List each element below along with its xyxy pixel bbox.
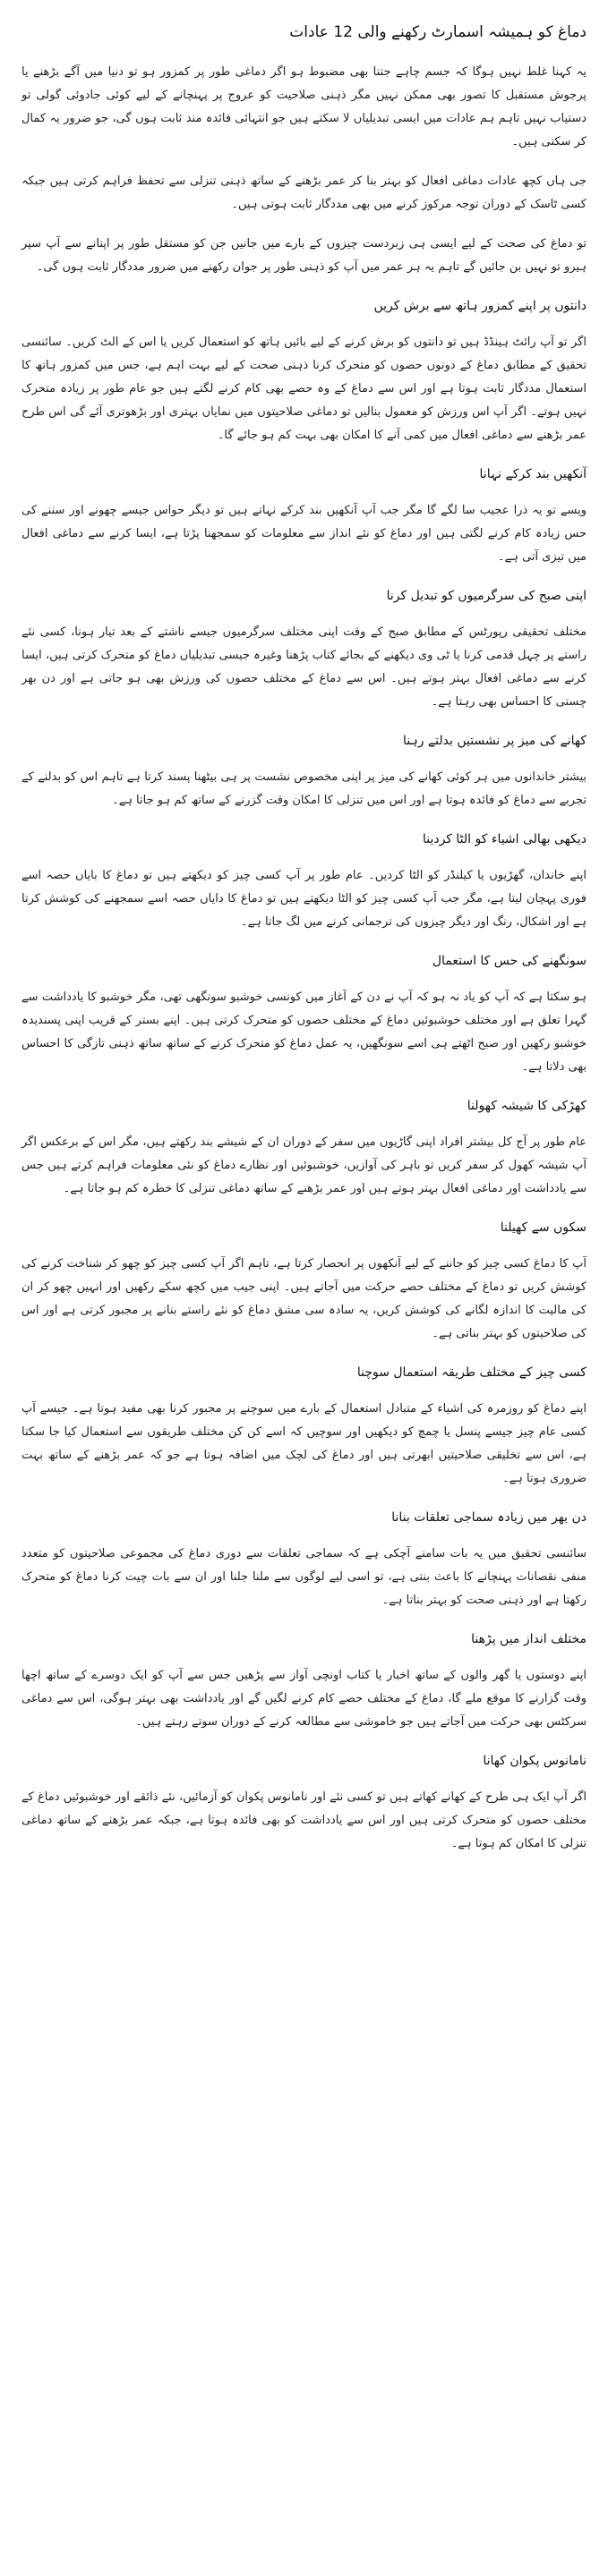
section-morning-routine (21, 585, 587, 714)
section-upside-down (21, 829, 587, 934)
section-body: اگر تو آپ رائٹ ہینڈڈ ہیں تو دانتوں کو برش کرنے کے لیے بائیں ہاتھ کو استعمال کریں یا اس کے الٹ کریں۔ سائنسی تحقیق کے مطابق دماغ کے دونوں حصوں کو متحرک کرنا ذہنی صحت کے لیے بہت اہم ہے، جس میں کمزور ہاتھ کا استعمال مددگار ثابت ہوتا ہے اور اس سے دماغ کے وہ حصے بھی کام کرنے لگتے ہیں جو عام طور پر زیادہ متحرک نہیں ہوتے۔ اگر آپ اس ورزش کو معمول بنالیں تو دماغی صلاحیتوں میں نمایاں بہتری اور بڑھوتری آئے گی اس طرح عمر بڑھنے سے دماغی افعال میں کمی آنے کا امکان بھی بہت کم ہو جائے گا۔ (21, 336, 587, 442)
section-eyes-closed-shower (21, 463, 587, 569)
section-heading: اپنی صبح کی سرگرمیوں کو تبدیل کرنا (386, 589, 587, 603)
section-body: آپ کا دماغ کسی چیز کو جاننے کے لیے آنکھوں پر انحصار کرتا ہے، تاہم اگر آپ کسی چیز کو چھو کر شناخت کرنے کی کوشش کریں تو دماغ کے مختلف حصے حرکت میں آجاتے ہیں۔ اپنی جیب میں کچھ سکے رکھیں اور انہیں چھو کر ان کی مالیت کا اندازہ لگانے کی کوشش کریں، یہ سادہ سی مشق دماغ کو نئے راستے بنانے پر مجبور کرتی ہے اور اس کی صلاحیتوں کو بہتر بناتی ہے۔ (21, 1257, 587, 1340)
section-heading: مختلف انداز میں پڑھنا (471, 1632, 587, 1646)
section-heading: سکوں سے کھیلنا (500, 1220, 587, 1235)
intro-paragraph: یہ کہنا غلط نہیں ہوگا کہ جسم چاہے جتنا بھی مضبوط ہو اگر دماغی طور پر کمزور ہو تو دنیا میں آگے بڑھنے یا پرجوش مستقبل کا تصور بھی ممکن نہیں مگر ذہنی صلاحیت کو عروج پر پہنچانے کے لیے کوئی جادوئی گولی تو دستیاب نہیں تاہم ہم عادات میں ایسی تبدیلیاں لا سکتے ہیں جو انتہائی فائدہ مند ثابت ہوں گی، جو ضرور یہ کمال کر سکتی ہیں۔ (21, 65, 587, 149)
intro-paragraph: تو دماغ کی صحت کے لیے ایسی ہی زبردست چیزوں کے بارے میں جانیں جن کو مستقل طور پر اپنانے سے آپ سپر ہیرو تو نہیں بن جائیں گے تاہم یہ ہر عمر میں آپ کو ذہنی طور پر جوان رکھنے میں ضرور مددگار ثابت ہوں گی۔ (21, 237, 587, 274)
article-title: دماغ کو ہمیشہ اسمارٹ رکھنے والی 12 عادات (289, 23, 587, 41)
section-dining-seats (21, 730, 587, 812)
section-alternate-uses (21, 1362, 587, 1491)
section-body: ہو سکتا ہے کہ آپ کو یاد نہ ہو کہ آپ نے دن کے آغاز میں کونسی خوشبو سونگھی تھی، مگر خوشبو کا یادداشت سے گہرا تعلق ہے اور مختلف خوشبوئیں دماغ کے مختلف حصوں کو متحرک کرتی ہیں۔ اپنے بستر کے قریب اپنی پسندیدہ خوشبو رکھیں اور صبح اٹھتے ہی اسے سونگھیں، یہ عمل دماغ کو متحرک کرنے کے ساتھ ساتھ ذہنی تازگی کا احساس بھی دلاتا ہے۔ (21, 990, 587, 1074)
section-heading: آنکھیں بند کرکے نہانا (479, 467, 587, 481)
section-body: اپنے دوستوں یا گھر والوں کے ساتھ اخبار یا کتاب اونچی آواز سے پڑھیں جس سے آپ کو ایک دوسرے کے ساتھ اچھا وقت گزارنے کا موقع ملے گا، دماغ کے مختلف حصے کام کرنے لگیں گے اور یادداشت بھی بہتر ہوگی، اس سے دماغی سرکٹس بھی حرکت میں آجاتے ہیں جو خاموشی سے مطالعہ کرنے کے دوران سوتے رہتے ہیں۔ (21, 1669, 587, 1729)
section-brushing (21, 295, 587, 447)
section-body: ویسے تو یہ ذرا عجیب سا لگے گا مگر جب آپ آنکھیں بند کرکے نہاتے ہیں تو دیگر حواس جیسے چھونے اور سننے کی حس زیادہ کام کرنے لگتی ہیں اور دماغ کو نئے انداز سے معلومات کو سمجھنا پڑتا ہے، ایسا کرنے سے دماغی افعال میں تیزی آتی ہے۔ (21, 504, 587, 564)
section-body: اپنے دماغ کو روزمرہ کی اشیاء کے متبادل استعمال کے بارے میں سوچنے پر مجبور کرنا بھی مفید ہوتا ہے۔ جیسے آپ کسی عام چیز جیسے پنسل یا چمچ کو دیکھیں اور سوچیں کہ اسے کن کن مختلف طریقوں سے استعمال کیا جا سکتا ہے، اس سے تخلیقی صلاحیتیں ابھرتی ہیں اور دماغ کی لچک میں اضافہ ہوتا ہے جو کہ عمر بڑھنے کے ساتھ بہت ضروری ہوتا ہے۔ (21, 1402, 587, 1485)
section-heading: دانتوں پر اپنے کمزور ہاتھ سے برش کریں (373, 299, 587, 313)
section-body: بیشتر خاندانوں میں ہر کوئی کھانے کی میز پر اپنی مخصوص نشست پر ہی بیٹھنا پسند کرتا ہے تاہم اس کو بدلنے کے تجربے سے دماغ کو فائدہ ہوتا ہے اور اس میں تنزلی کا امکان وقت گزرنے کے ساتھ کم ہو جاتا ہے۔ (21, 770, 587, 807)
section-window (21, 1095, 587, 1201)
section-heading: دن بھر میں زیادہ سماجی تعلقات بنانا (391, 1510, 587, 1525)
section-heading: نامانوس پکوان کھانا (483, 1754, 587, 1768)
section-heading: دیکھی بھالی اشیاء کو الٹا کردینا (422, 832, 587, 846)
section-body: اگر آپ ایک ہی طرح کے کھانے کھاتے ہیں تو کسی نئے اور نامانوس پکوان کو آزمائیں، نئے ذائقے اور خوشبوئیں دماغ کے مختلف حصوں کو متحرک کرتی ہیں اور اس سے یادداشت کو بھی فائدہ ہوتا ہے، جبکہ عمر بڑھنے کے ساتھ دماغی تنزلی کا امکان کم ہوتا ہے۔ (21, 1790, 587, 1850)
section-new-food (21, 1750, 587, 1856)
section-social (21, 1507, 587, 1612)
section-body: عام طور پر آج کل بیشتر افراد اپنی گاڑیوں میں سفر کے دوران ان کے شیشے بند رکھتے ہیں، مگر اس کے برعکس اگر آپ شیشہ کھول کر سفر کریں تو باہر کی آوازیں، خوشبوئیں اور نظارے دماغ کو نئی معلومات فراہم کرتے ہیں جس سے یادداشت اور دماغی افعال بہتر ہوتے ہیں اور عمر بڑھنے کے ساتھ دماغی تنزلی کا خطرہ کم ہو جاتا ہے۔ (21, 1135, 587, 1195)
section-heading: سونگھنے کی حس کا استعمال (432, 954, 587, 968)
section-coins (21, 1217, 587, 1346)
section-heading: کھانے کی میز پر نشستیں بدلتے رہنا (403, 734, 587, 748)
section-reading (21, 1628, 587, 1734)
article (21, 20, 587, 1872)
section-body: مختلف تحقیقی رپورٹس کے مطابق صبح کے وقت اپنی مختلف سرگرمیوں جیسے ناشتے کے بعد تیار ہونا، کسی نئے راستے پر چہل قدمی کرنا یا ٹی وی دیکھنے کے بجائے کتاب پڑھنا وغیرہ جیسی تبدیلیاں دماغ کو متحرک کرتی ہیں، ایسا کرنے سے دماغی افعال بہتر ہوتے ہیں۔ اس سے دماغ کے مختلف حصوں کی ورزش بھی ہو جاتی ہے اور دن بھر چستی کا احساس بھی رہتا ہے۔ (21, 625, 587, 709)
intro-paragraph: جی ہاں کچھ عادات دماغی افعال کو بہتر بنا کر عمر بڑھنے کے ساتھ ذہنی تنزلی سے تحفظ فراہم کرتی ہیں جبکہ کسی ٹاسک کے دوران توجہ مرکوز کرنے میں بھی مددگار ثابت ہوتی ہیں۔ (21, 174, 587, 211)
section-smell (21, 950, 587, 1079)
section-heading: کسی چیز کے مختلف طریقہ استعمال سوچنا (356, 1365, 587, 1380)
section-body: اپنے خاندان، گھڑیوں یا کیلنڈر کو الٹا کردیں۔ عام طور پر آپ کسی چیز کو دیکھتے ہیں تو دماغ کا بایاں حصہ اسے فوری پہچان لیتا ہے، مگر جب آپ کسی چیز کو الٹا دیکھتے ہیں تو دماغ کا دایاں حصہ اسے سمجھنے کی کوشش کرتا ہے اور اشکال، رنگ اور دیگر چیزوں کی ترجمانی کرنے میں لگ جاتا ہے۔ (21, 869, 587, 929)
section-heading: کھڑکی کا شیشہ کھولنا (467, 1099, 587, 1113)
section-body: سائنسی تحقیق میں یہ بات سامنے آچکی ہے کہ سماجی تعلقات سے دوری دماغ کی مجموعی صلاحیتوں کو متعدد منفی نقصانات پہنچانے کا باعث بنتی ہے، تو اسی لیے لوگوں سے ملنا جلنا اور ان سے بات چیت کرنا دماغ کو متحرک رکھتا ہے اور ذہنی صحت کو بہتر بناتا ہے۔ (21, 1547, 587, 1607)
